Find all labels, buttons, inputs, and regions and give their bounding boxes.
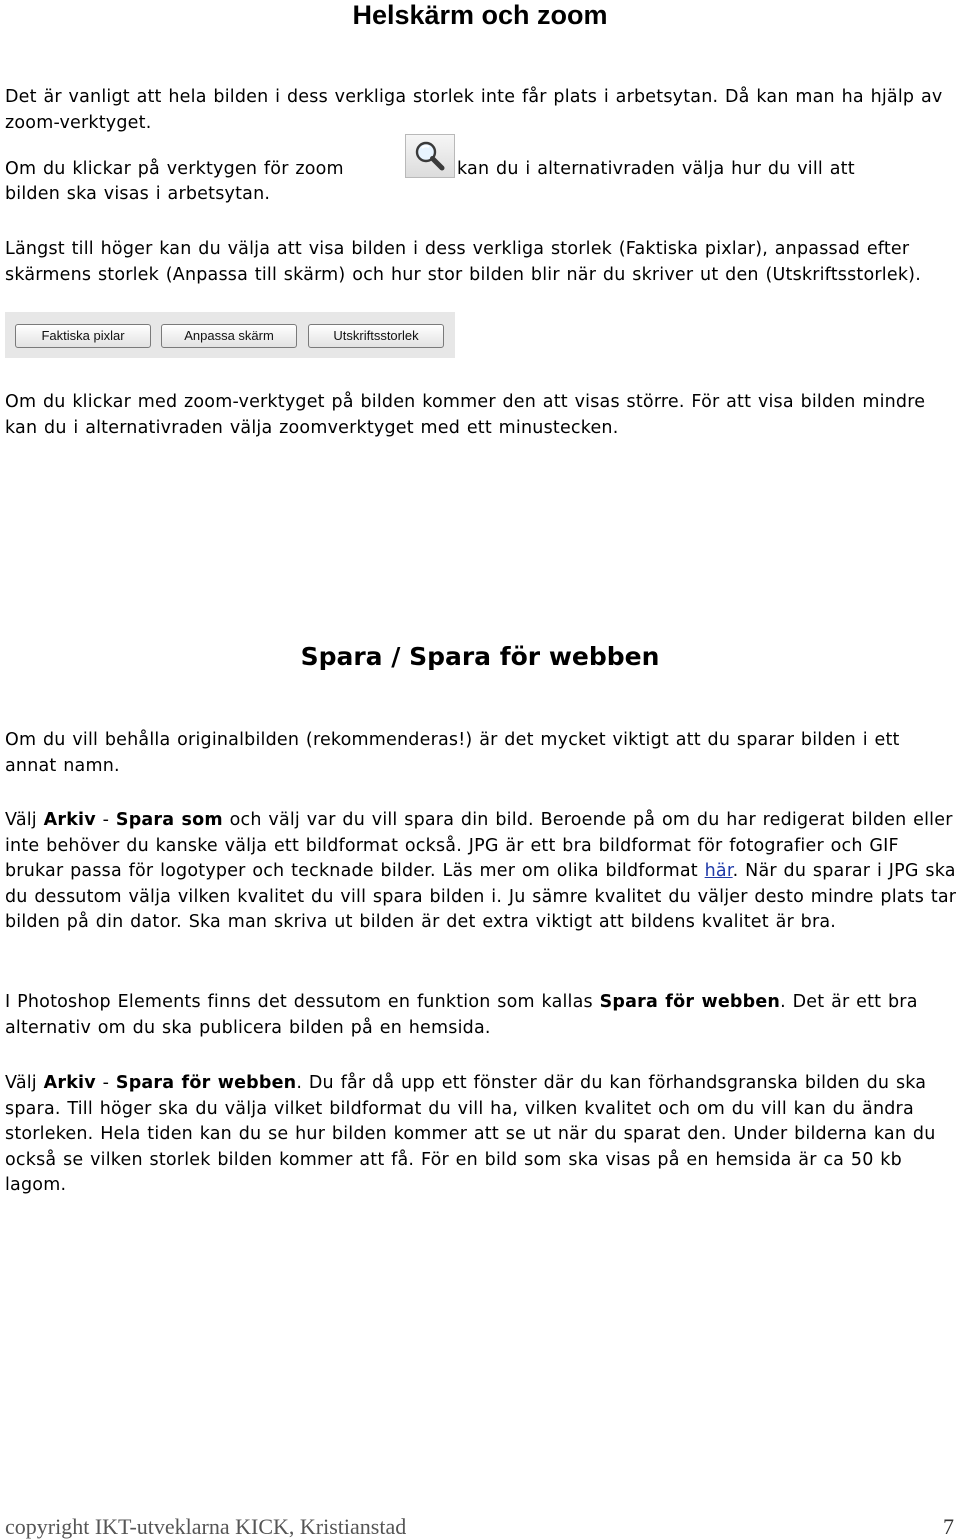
save-as-paragraph — [5, 808, 957, 936]
footer-copyright: copyright IKT-utveklarna KICK, Kristianstad — [5, 1514, 407, 1539]
image-formats-link[interactable]: här — [704, 861, 733, 881]
menu-arkiv: Arkiv — [43, 1073, 96, 1093]
fit-screen-button[interactable]: Anpassa skärm — [161, 324, 297, 348]
text: Välj — [5, 1073, 44, 1093]
zoom-text-before: Om du klickar på verktygen för zoom — [5, 159, 344, 179]
zoom-click-paragraph: Om du klickar med zoom-verktyget på bilden kommer den att visas större. För att visa bilden mindre kan du i alternativraden välja zoomverktyget med ett minustecken. — [5, 392, 926, 438]
text: Välj — [5, 810, 44, 830]
page-number: 7 — [943, 1514, 954, 1539]
zoom-line-1-right — [457, 157, 855, 183]
text: . När du sparar i JPG ska du dessutom välja vilken kvalitet du vill spara bilden i. Ju sämre kvalitet du väljer desto mindre plats tar bilden på din dator. Ska man skriva ut bilden är det extra viktigt att bildens kvalitet är bra. — [5, 861, 957, 932]
page-title: Helskärm och zoom — [352, 0, 608, 30]
zoom-text-end: bilden ska visas i arbetsytan. — [5, 184, 271, 204]
section-title-save: Spara / Spara för webben — [300, 642, 660, 671]
zoom-tool-button[interactable] — [405, 134, 455, 178]
menu-arkiv: Arkiv — [43, 810, 96, 830]
zoom-line-1 — [5, 157, 344, 183]
view-options-bar — [5, 312, 455, 358]
intro-paragraph: Det är vanligt att hela bilden i dess verkliga storlek inte får plats i arbetsytan. Då kan man ha hjälp av zoom-verktyget. — [5, 87, 943, 133]
text: och välj var du vill spara din bild. Beroende på om du har redigerat bilden eller inte behöver du kanske välja ett bildformat också. JPG är ett bra bildformat för fotografier och GIF brukar passa för logotyper och tecknade bilder. Läs mer om olika bildformat — [5, 810, 953, 881]
view-options-paragraph: Längst till höger kan du välja att visa bilden i dess verkliga storlek (Faktiska pixlar), anpassad efter skärmens storlek (Anpassa till skärm) och hur stor bilden blir när du skriver ut den (Utskriftsstorlek). — [5, 239, 921, 285]
text: . Det är ett bra alternativ om du ska publicera bilden på en hemsida. — [5, 992, 918, 1038]
zoom-text-after: kan du i alternativraden välja hur du vill att — [457, 159, 855, 179]
save-for-web-intro-paragraph — [5, 990, 957, 1041]
text: - — [95, 810, 116, 830]
save-for-web-steps-paragraph — [5, 1071, 957, 1199]
save-for-web-term: Spara för webben — [599, 992, 781, 1012]
magnifier-icon — [412, 139, 448, 173]
zoom-line-2 — [5, 182, 270, 208]
save-original-paragraph: Om du vill behålla originalbilden (rekommenderas!) är det mycket viktigt att du sparar bilden i ett annat namn. — [5, 730, 900, 776]
text: - — [95, 1073, 116, 1093]
menu-save-for-web: Spara för webben — [115, 1073, 297, 1093]
menu-spara-som: Spara som — [115, 810, 223, 830]
text: I Photoshop Elements finns det dessutom en funktion som kallas — [5, 992, 600, 1012]
print-size-button[interactable]: Utskriftsstorlek — [308, 324, 444, 348]
text: . Du får då upp ett fönster där du kan förhandsgranska bilden du ska spara. Till höger ska du välja vilket bildformat du vill ha, vilken kvalitet och om du vill kan du ändra storleken. Hela tiden kan du se hur bilden kommer att se ut när du sparat den. Under bilderna kan du också se vilken storlek bilden kommer att få. För en bild som ska visas på en hemsida är ca 50 kb lagom. — [5, 1073, 936, 1195]
actual-pixels-button[interactable]: Faktiska pixlar — [15, 324, 151, 348]
